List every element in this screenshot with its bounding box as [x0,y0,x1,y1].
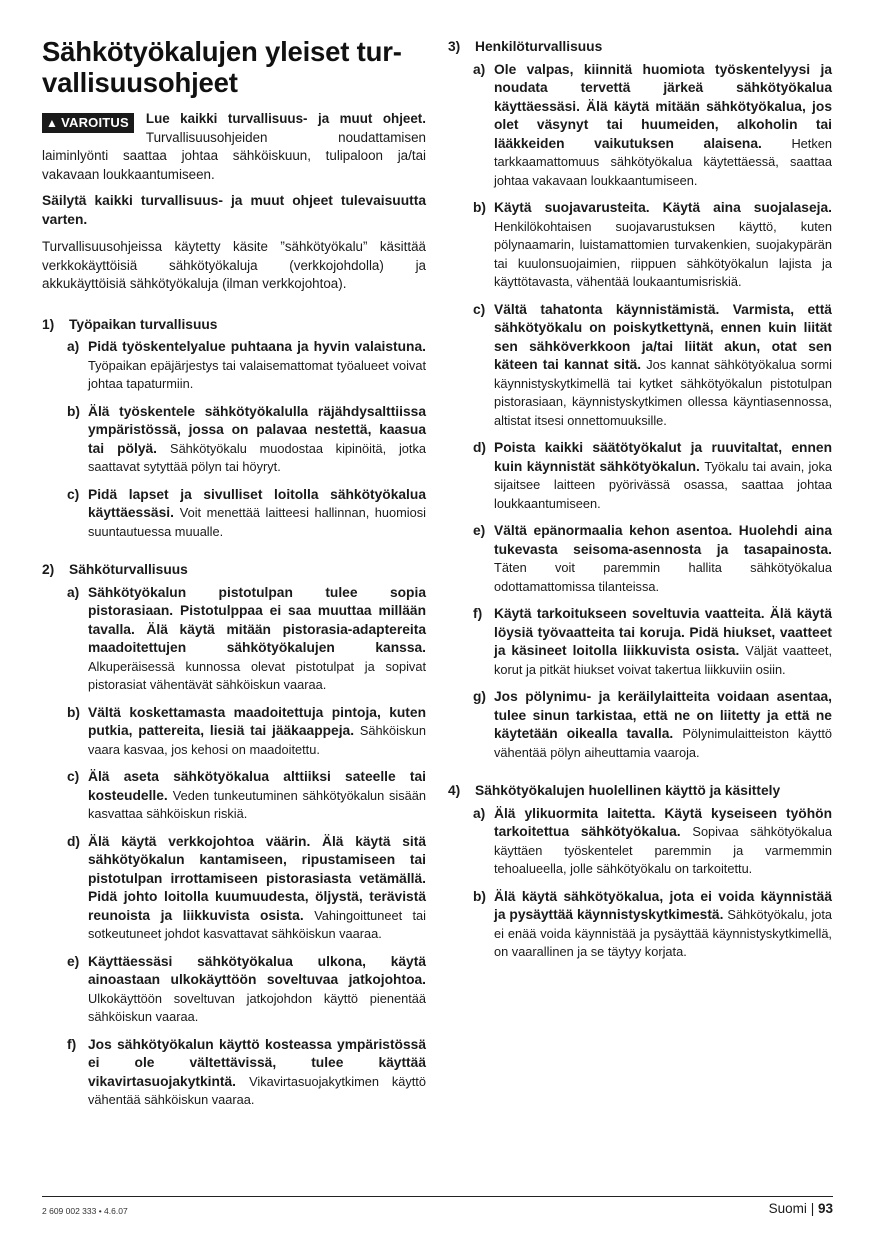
item-bold-text: Pidä työskentelyalue puhtaana ja hyvin valaistuna. [88,339,426,354]
section-4 [448,782,832,962]
section-items [42,338,426,541]
item-letter: g) [473,689,487,704]
list-item [67,486,426,542]
item-letter: b) [67,403,81,419]
section-items [42,584,426,1110]
item-letter: b) [473,888,487,904]
warning-block [42,110,426,184]
list-item [67,704,426,760]
item-letter: e) [67,953,80,969]
section-2 [42,561,426,1110]
keep-notice: Säilytä kaikki turvallisuus- ja muut ohjeet tulevaisuutta varten. [42,193,426,227]
section-number: 4) [448,783,461,798]
section-1 [42,316,426,542]
item-normal-text: Sähkötyökalu, jota ei enää voida käynnistää ja pysäyttää käynnistyskytkimellä, on vaarallinen ja se täytyy korjata. [494,907,832,959]
item-letter: d) [473,440,487,455]
item-text [494,605,832,679]
section-title: Työpaikan turvallisuus [69,316,218,332]
item-bold-text: Älä työskentele sähkötyökalulla räjähdysalttiissa ympäristössä, jossa on palavaa nestettä, kaasua tai pölyä. [88,403,426,456]
item-text [494,301,832,431]
section-3 [448,38,832,762]
item-text [494,439,832,513]
item-normal-text: Sähköiskun vaara kasvaa, jos kehosi on maadoitettu. [88,723,426,757]
list-item [473,888,832,962]
section-items [448,805,832,962]
item-letter: b) [473,200,487,215]
section-heading [448,38,832,57]
list-item [473,61,832,191]
item-text [494,61,832,191]
item-text [88,338,426,394]
item-letter: a) [67,339,80,354]
item-normal-text: Pölynimulaitteiston käyttö vähentää pölyn aiheuttamia vaaroja. [494,726,832,760]
item-bold-text: Jos sähkötyökalun käyttö kosteassa ympäristössä ei ole vältettävissä, tulee käyttää vikavirtasuojakytkintä. [88,1036,426,1089]
list-item [473,301,832,431]
section-heading [42,561,426,580]
list-item [473,199,832,292]
item-normal-text: Henkilökohtaisen suojavarustuksen käyttö, kuten pölynaamarin, luistamattomien turvakenkien, suojakypärän tai kuulonsuojaimien, riippuen sähkötyökalun lajista ja käyttötavasta, vähentää loukaantumisriskiä. [494,218,832,289]
item-bold-text: Käytä tarkoitukseen soveltuvia vaatteita. Älä käytä löysiä työvaatteita tai koruja. Pidä hiukset, vaatteet ja käsineet loitolla liikkuvista osista. [494,606,832,658]
item-letter: c) [67,769,80,784]
item-text [88,953,426,1027]
item-bold-text: Poista kaikki säätötyökalut ja ruuvitaltat, ennen kuin käynnistät sähkötyökalun. [494,440,832,474]
page-footer [42,1196,833,1227]
sections-left [42,316,426,1110]
item-letter: a) [473,805,486,821]
item-bold-text: Ole valpas, kiinnitä huomiota työskentelyysi ja noudata tervettä järkeä sähkötyökalua käyttäessäsi. Älä käytä mitään sähkötyökalua, jos olet väsynyt tai huumeiden, alkoholin tai lääkkeiden vaikutuksen alaisena. [494,61,832,151]
item-bold-text: Käytä suojavarusteita. Käytä aina suojalaseja. [494,200,832,215]
page-label [769,1201,833,1216]
item-bold-text: Älä käytä verkkojohtoa väärin. Älä käytä sitä sähkötyökalun kantamiseen, ripustamiseen tai pistotulpan irrottamiseen pistorasiasta vetämällä. Pidä johto loitolla kuumuudesta, öljystä, terävistä reunoista ja liikkuvista osista. [88,833,426,923]
item-bold-text: Vältä tahatonta käynnistämistä. Varmista, että sähkötyökalu on poiskytkettynä, ennen kuin liität sen sähköverkkoon ja/tai liität akun, otat sen käteen tai kannat sitä. [494,301,832,372]
item-text [494,199,832,292]
item-bold-text: Vältä koskettamasta maadoitettuja pintoja, kuten putkia, pattereita, liesiä tai jääkaappeja. [88,704,426,738]
item-normal-text: Veden tunkeutuminen sähkötyökalun sisään kasvattaa sähköiskun riskiä. [88,787,426,821]
item-normal-text: Työkalu tai avain, joka sijaitsee laitteen pyörivässä osassa, saattaa johtaa loukkaantumiseen. [494,458,832,511]
list-item [67,953,426,1027]
section-number: 3) [448,39,461,54]
item-bold-text: Älä käytä sähkötyökalua, jota ei voida käynnistää ja pysäyttää käynnistyskytkimestä. [494,888,832,922]
page-title: Sähkötyökalujen yleiset tur-vallisuusohjeet [42,36,402,98]
item-text [494,522,832,596]
section-items [448,61,832,763]
section-number: 1) [42,316,55,332]
right-column [448,38,832,982]
item-letter: c) [473,301,486,317]
item-normal-text: Vikavirtasuojakytkimen käyttö vähentää sähköiskun vaaraa. [88,1073,426,1107]
item-text [88,486,426,542]
warning-lead: Lue kaikki turvallisuus- ja muut ohjeet. [145,111,426,126]
item-letter: e) [473,523,486,538]
list-item [473,439,832,513]
item-text [494,688,832,762]
list-item [67,584,426,695]
item-normal-text: Vahingoittuneet tai sotkeutuneet johdot kasvattavat sähköiskun vaaraa. [88,907,426,941]
section-title: Sähkötyökalujen huolellinen käyttö ja käsittely [475,783,781,798]
list-item [67,833,426,944]
list-item [67,1036,426,1110]
list-item [473,688,832,762]
warning-text: Turvallisuusohjeiden noudattamisen laiminlyönti saattaa johtaa sähköiskuun, tulipaloon ja/tai vakavaan loukkaantumiseen. [42,129,426,182]
list-item [473,522,832,596]
item-normal-text: Täten voit paremmin hallita sähkötyökalua odottamattomissa tilanteissa. [494,560,832,594]
item-text [88,1036,426,1110]
item-letter: a) [67,584,80,600]
warning-badge: ▲ VAROITUS [42,113,134,133]
item-bold-text: Älä aseta sähkötyökalua alttiiksi sateelle tai kosteudelle. [88,769,426,803]
section-number: 2) [42,562,55,577]
item-bold-text: Sähkötyökalun pistotulpan tulee sopia pistorasiaan. Pistotulppaa ei saa muuttaa millään tavalla. Älä käytä mitään pistorasia-adaptereita maadoitettujen sähkötyökalujen kanssa. [88,584,426,655]
item-bold-text: Älä ylikuormita laitetta. Käytä kyseiseen työhön tarkoitettua sähkötyökalua. [494,805,832,839]
item-normal-text: Ulkokäyttöön soveltuvan jatkojohdon käyttö pienentää sähköiskun vaaraa. [88,990,426,1024]
item-text [88,584,426,695]
section-heading [448,782,832,801]
item-text [88,833,426,944]
section-title: Sähköturvallisuus [69,562,188,577]
item-text [88,704,426,760]
item-bold-text: Jos pölynimu- ja keräilylaitteita voidaan asentaa, tulee sinun tarkistaa, että ne on liitetty ja että ne käytetään oikealla tavalla. [494,689,832,741]
document-code: 2 609 002 333 • 4.6.07 [42,1206,128,1216]
intro-text: Turvallisuusohjeissa käytetty käsite ”sähkötyökalu” käsittää verkkokäyttöisiä sähkötyökaluja (verkkojohdolla) ja akkukäyttöisiä sähkötyökaluja (ilman verkkojohtoa). [42,239,426,291]
item-text [494,805,832,879]
item-normal-text: Voit menettää laitteesi hallinnan, huomiosi suuntautuessa muualle. [88,505,426,539]
item-bold-text: Pidä lapset ja sivulliset loitolla sähkötyökalua käyttäessäsi. [88,486,426,520]
item-text [88,403,426,477]
item-text [494,888,832,962]
item-bold-text: Vältä epänormaalia kehon asentoa. Huolehdi aina tukevasta seisoma-asennosta ja tasapainosta. [494,523,832,557]
footer-separator: | [810,1201,815,1216]
list-item [67,768,426,824]
item-bold-text: Käyttäessäsi sähkötyökalua ulkona, käytä ainoastaan ulkokäyttöön soveltuvaa jatkojohtoa. [88,953,426,987]
list-item [67,338,426,394]
item-letter: f) [67,1036,77,1052]
item-normal-text: Väljät vaatteet, korut ja pitkät hiukset voivat takertua liikkuviin osiin. [494,643,832,677]
item-normal-text: Alkuperäisessä kunnossa olevat pistotulpat ja sopivat pistorasiat vähentävät sähköiskun vaaraa. [88,658,426,692]
item-letter: c) [67,486,80,502]
item-normal-text: Sopivaa sähkötyökalua käyttäen työskentelet paremmin ja varmemmin tehoalueella, jolle sähkötyökalu on tarkoitettu. [494,824,832,876]
section-heading [42,316,426,335]
section-title: Henkilöturvallisuus [475,39,603,54]
list-item [67,403,426,477]
item-letter: d) [67,833,81,849]
language-label: Suomi [768,1201,807,1216]
list-item [473,805,832,879]
item-letter: f) [473,606,483,621]
warning-triangle-icon: ▲ [46,116,59,130]
left-column [42,36,426,1130]
sections-right [448,38,832,962]
item-normal-text: Jos kannat sähkötyökalua sormi käynnistyskytkimellä tai kytket sähkötyökalun pistotulpan pistorasiaan, käynnistyskytkimen ollessa käyntiasennossa, altistat itsesi onnettomuuksille. [494,357,832,428]
item-normal-text: Sähkötyökalu muodostaa kipinöitä, jotka saattavat sytyttää pölyn tai höyryt. [88,440,426,474]
list-item [473,605,832,679]
item-normal-text: Työpaikan epäjärjestys tai valaisemattomat työalueet voivat johtaa tapaturmiin. [88,357,426,391]
item-normal-text: Hetken tarkkaamattomuus sähkötyökalua käytettäessä, saattaa johtaa vakavaan loukkaantumiseen. [494,135,832,188]
item-letter: a) [473,61,486,77]
page-number: 93 [817,1201,833,1216]
item-text [88,768,426,824]
item-letter: b) [67,704,81,720]
